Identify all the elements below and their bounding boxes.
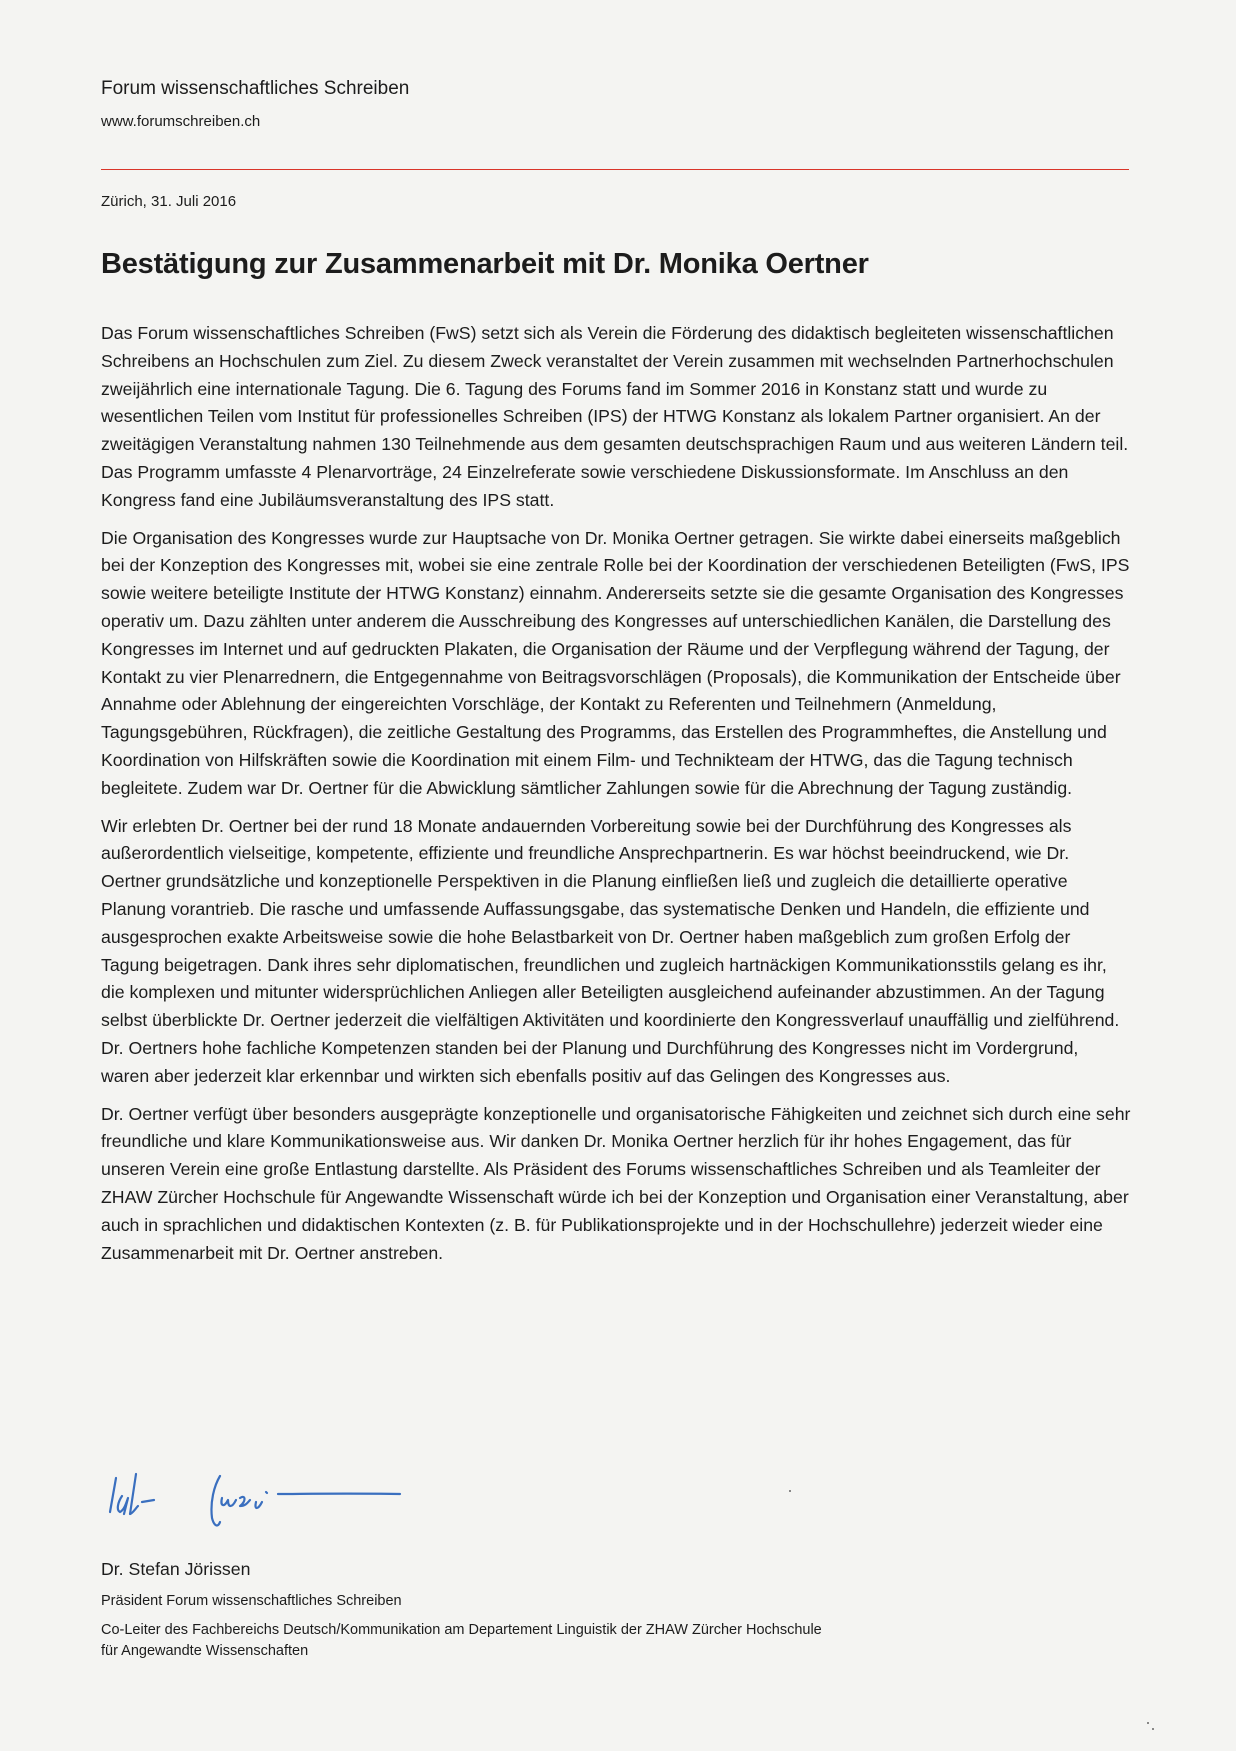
scan-speck [1147, 1722, 1149, 1724]
signer-affiliation [101, 1620, 1001, 1662]
body-paragraph: Die Organisation des Kongresses wurde zur Hauptsache von Dr. Monika Oertner getragen. Sie wirkte dabei einerseits maßgeblich bei der Konzeption des Kongresses mit, wobei sie eine zentrale Rolle bei der Koordination der verschiedenen Beteiligten (FwS, IPS sowie weitere beteiligte Institute der HTWG Konstanz) einnahm. Andererseits setzte sie die gesamte Organisation des Kongresses operativ um. Dazu zählten unter anderem die Ausschreibung des Kongresses auf unterschiedlichen Kanälen, die Darstellung des Kongresses im Internet und auf gedruckten Plakaten, die Organisation der Räume und der Verpflegung während der Tagung, der Kontakt zu vier Plenarrednern, die Entgegennahme von Beitragsvorschlägen (Proposals), die Kommunikation der Entscheide über Annahme oder Ablehnung der eingereichten Vorschläge, der Kontakt zu Referenten und Teilnehmern (Anmeldung, Tagungsgebühren, Rückfragen), die zeitliche Gestaltung des Programms, das Erstellen des Programmheftes, die Anstellung und Koordination von Hilfskräften sowie die Koordination mit einem Film- und Technikteam der HTWG, das die Tagung technisch begleitete. Zudem war Dr. Oertner für die Abwicklung sämtlicher Zahlungen sowie für die Abrechnung der Tagung zuständig. [101, 527, 1130, 798]
body-paragraph: Dr. Oertner verfügt über besonders ausgeprägte konzeptionelle und organisatorische Fähigkeiten und zeichnet sich durch eine sehr freundliche und klare Kommunikationsweise aus. Wir danken Dr. Monika Oertner herzlich für ihr hohes Engagement, das für unseren Verein eine große Entlastung darstellte. Als Präsident des Forums wissenschaftliches Schreiben und als Teamleiter der ZHAW Zürcher Hochschule für Angewandte Wissenschaft würde ich bei der Konzeption und Organisation einer Veranstaltung, aber auch in sprachlichen und didaktischen Kontexten (z. B. für Publikationsprojekte und in der Hochschullehre) jederzeit wieder eine Zusammenarbeit mit Dr. Oertner anstreben. [101, 1103, 1131, 1263]
letterhead-website: www.forumschreiben.ch [101, 113, 261, 130]
letter-body [101, 320, 1131, 1277]
scan-speck [789, 1490, 791, 1492]
signer-role: Präsident Forum wissenschaftliches Schreiben [101, 1593, 402, 1609]
place-date: Zürich, 31. Juli 2016 [101, 193, 237, 210]
body-paragraph: Wir erlebten Dr. Oertner bei der rund 18 Monate andauernden Vorbereitung sowie bei der Durchführung des Kongresses als außerordentlich vielseitige, kompetente, effiziente und freundliche Ansprechpartnerin. Es war höchst beeindruckend, wie Dr. Oertner grundsätzliche und konzeptionelle Perspektiven in die Planung einfließen ließ und zugleich die detaillierte operative Planung vorantrieb. Die rasche und umfassende Auffassungsgabe, das systematische Denken und Handeln, die effiziente und ausgesprochen exakte Arbeitsweise sowie die hohe Belastbarkeit von Dr. Oertner haben maßgeblich zum großen Erfolg der Tagung beigetragen. Dank ihres sehr diplomatischen, freundlichen und zugleich hartnäckigen Kommunikationsstils gelang es ihr, die komplexen und mitunter widersprüchlichen Anliegen aller Beteiligten ausgleichend aufeinander abzustimmen. An der Tagung selbst überblickte Dr. Oertner jederzeit die vielfältigen Aktivitäten und koordinierte den Kongressverlauf unauffällig und zielführend. Dr. Oertners hohe fachliche Kompetenzen standen bei der Planung und Durchführung des Kongresses nicht im Vordergrund, waren aber jederzeit klar erkennbar und wirkten sich ebenfalls positiv auf das Gelingen des Kongresses aus. [101, 815, 1120, 1086]
letterhead-divider [101, 169, 1129, 170]
scan-speck [1152, 1728, 1154, 1730]
body-paragraph: Das Forum wissenschaftliches Schreiben (FwS) setzt sich als Verein die Förderung des didaktisch begleiteten wissenschaftlichen Schreibens an Hochschulen zum Ziel. Zu diesem Zweck veranstaltet der Verein zusammen mit wechselnden Partnerhochschulen zweijährlich eine internationale Tagung. Die 6. Tagung des Forums fand im Sommer 2016 in Konstanz statt und wurde zu wesentlichen Teilen vom Institut für professionelles Schreiben (IPS) der HTWG Konstanz als lokalem Partner organisiert. An der zweitägigen Veranstaltung nahmen 130 Teilnehmende aus dem gesamten deutschsprachigen Raum und aus weiteren Ländern teil. Das Programm umfasste 4 Plenarvorträge, 24 Einzelreferate sowie verschiedene Diskussionsformate. Im Anschluss an den Kongress fand eine Jubiläumsveranstaltung des IPS statt. [101, 323, 1129, 510]
letter-title: Bestätigung zur Zusammenarbeit mit Dr. Monika Oertner [101, 248, 869, 280]
signer-name: Dr. Stefan Jörissen [101, 1559, 251, 1579]
signer-affiliation-line: für Angewandte Wissenschaften [101, 1643, 309, 1659]
handwritten-signature [100, 1462, 420, 1542]
signer-affiliation-line: Co-Leiter des Fachbereichs Deutsch/Kommunikation am Departement Linguistik der ZHAW Zürcher Hochschule [101, 1622, 822, 1638]
letterhead-organization: Forum wissenschaftliches Schreiben [101, 78, 410, 99]
